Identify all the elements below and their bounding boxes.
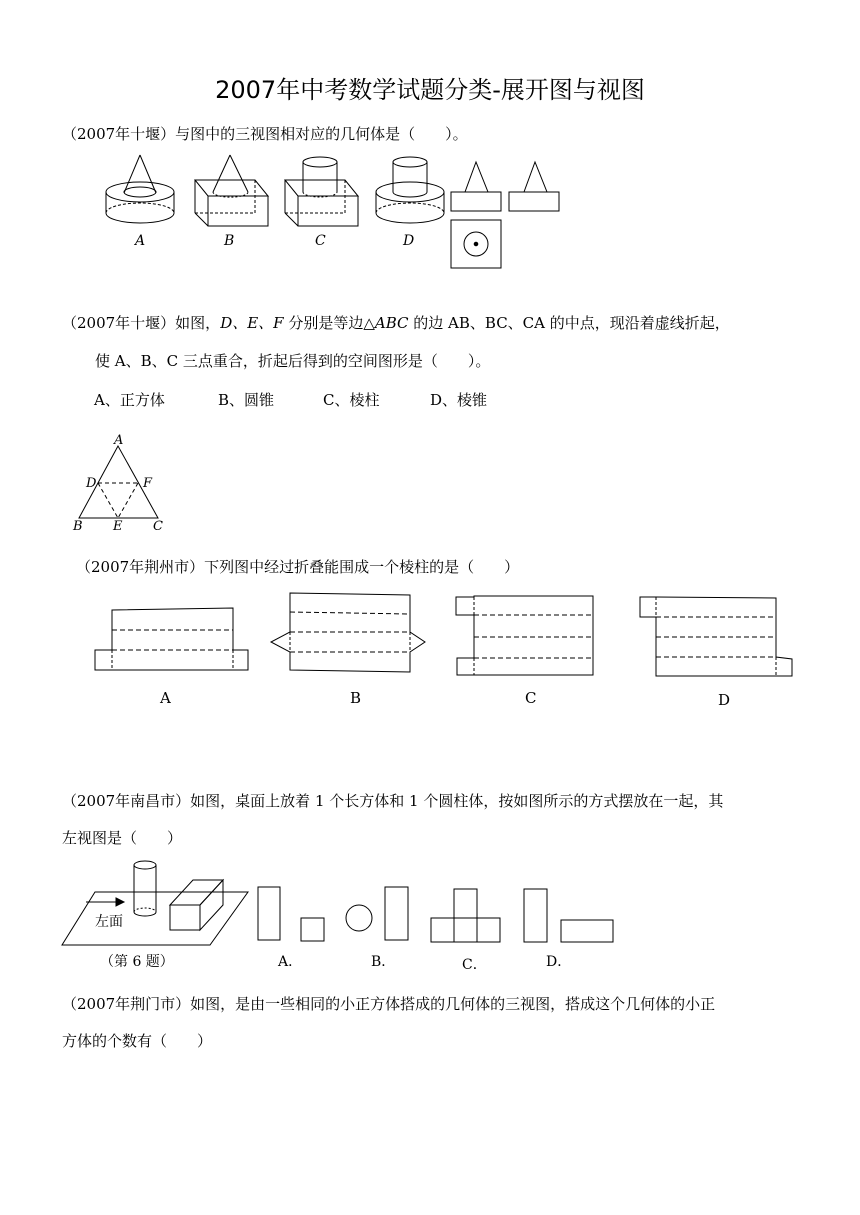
q4-label-d: D． [546, 954, 572, 970]
q3-label-c: C [525, 689, 537, 707]
q1-text: （2007年十堰）与图中的三视图相对应的几何体是（ ）。 [62, 125, 468, 143]
q2-line2: 使 A、B、C 三点重合，折起后得到的空间图形是（ ）。 [95, 352, 491, 370]
q2-point-b: B [73, 519, 83, 534]
q1-label-a: A [135, 233, 146, 249]
q2-option-b: B、圆锥 [218, 391, 275, 409]
q2-option-d: D、棱锥 [430, 391, 488, 409]
q5-line1: （2007年荆门市）如图，是由一些相同的小正方体搭成的几何体的三视图，搭成这个几何体的小正 [62, 995, 716, 1013]
q4-option-figures [258, 887, 613, 942]
q1-label-c: C [315, 233, 326, 249]
q4-label-c: C． [462, 957, 487, 973]
q1-label-b: B [224, 233, 235, 249]
q1-label-d: D [403, 233, 415, 249]
q3-label-d: D [718, 691, 731, 709]
q2-option-a: A、正方体 [94, 391, 165, 409]
q5-line2: 方体的个数有（ ） [62, 1032, 213, 1050]
q2-point-f: F [143, 476, 153, 491]
q4-label-a: A． [278, 954, 303, 970]
q3-text: （2007年荆州市）下列图中经过折叠能围成一个棱柱的是（ ） [76, 558, 520, 576]
q4-label-b: B． [371, 954, 396, 970]
q4-left-label: 左面 [95, 914, 123, 930]
q2-point-e: E [113, 519, 123, 534]
q3-label-b: B [350, 689, 362, 707]
q3-label-a: A [160, 689, 171, 707]
q4-caption: （第 6 题） [100, 954, 174, 970]
q2-point-c: C [153, 519, 163, 534]
q4-line2: 左视图是（ ） [62, 829, 183, 847]
q2-point-d: D [86, 476, 97, 491]
q2-point-a: A [114, 433, 124, 448]
q4-line1: （2007年南昌市）如图，桌面上放着 1 个长方体和 1 个圆柱体，按如图所示的方式摆放在一起，其 [62, 792, 724, 810]
q2-option-c: C、棱柱 [323, 391, 380, 409]
q2-line1: （2007年十堰）如图，D、E、F 分别是等边△ABC 的边 AB、BC、CA 的中点，现沿着虚线折起， [62, 314, 730, 332]
page-title: 2007年中考数学试题分类-展开图与视图 [215, 76, 645, 104]
q4-table-scene [62, 861, 248, 945]
